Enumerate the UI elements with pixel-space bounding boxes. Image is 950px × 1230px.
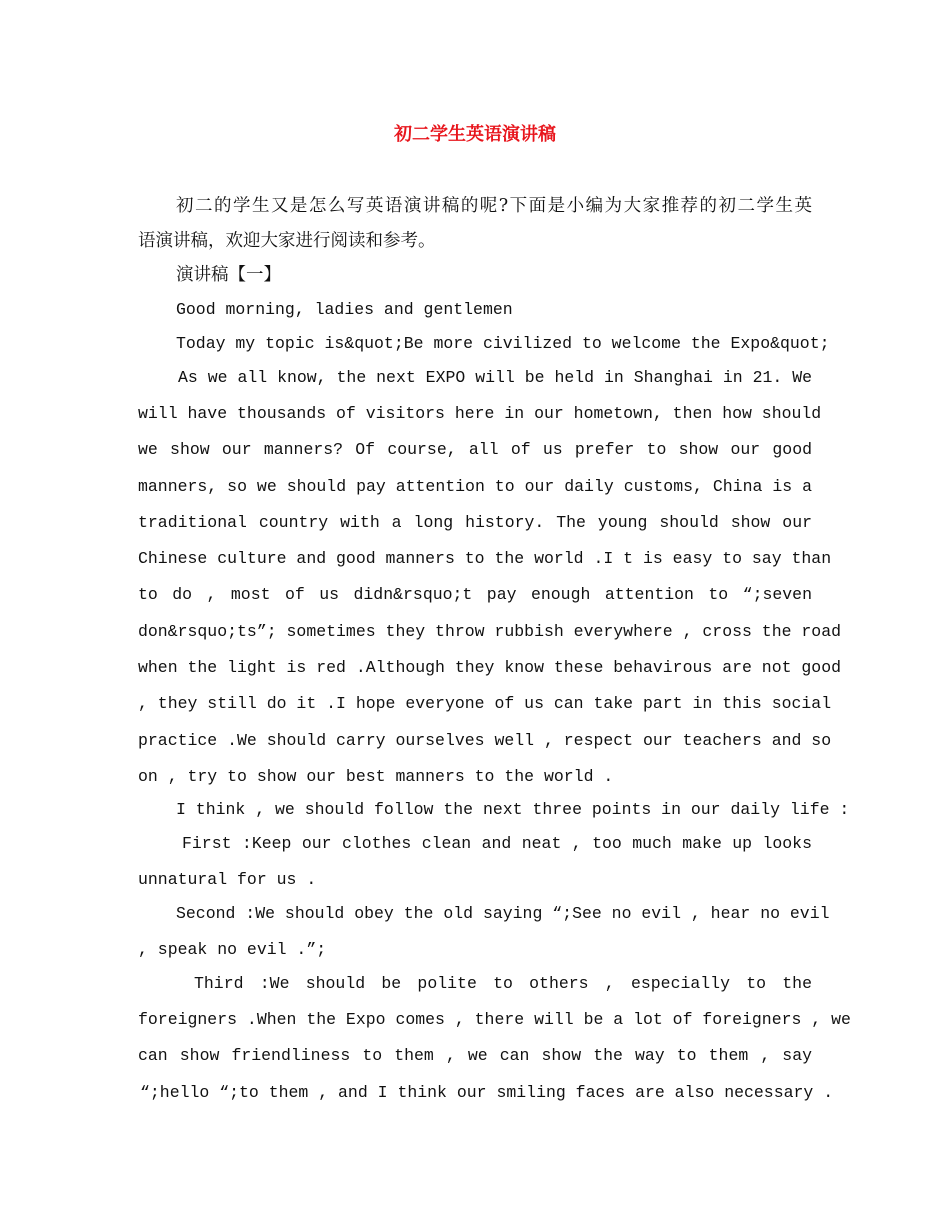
text-line: Good morning, ladies and gentlemen: [176, 300, 513, 319]
text-line: to do , most of us didn&rsquo;t pay enough attention to “;seven: [138, 585, 812, 604]
text-line: 语演讲稿，欢迎大家进行阅读和参考。: [138, 231, 436, 251]
text-line: don&rsquo;ts”; sometimes they throw rubbish everywhere , cross the road: [138, 622, 842, 641]
text-line: foreigners .When the Expo comes , there will be a lot of foreigners , we: [138, 1010, 851, 1029]
text-line: Today my topic is&quot;Be more civilized to welcome the Expo&quot;: [176, 334, 830, 353]
text-line: can show friendliness to them , we can show the way to them , say: [138, 1046, 812, 1065]
text-line: practice .We should carry ourselves well , respect our teachers and so: [138, 731, 832, 750]
text-line: we show our manners? Of course, all of us prefer to show our good: [138, 440, 812, 459]
text-line: on , try to show our best manners to the world .: [138, 767, 614, 786]
text-line: “;hello “;to them , and I think our smiling faces are also necessary .: [140, 1083, 834, 1102]
text-line: traditional country with a long history. The young should show our: [138, 513, 812, 532]
text-line: Second :We should obey the old saying “;See no evil , hear no evil: [176, 904, 830, 923]
text-line: I think , we should follow the next three points in our daily life :: [176, 800, 850, 819]
text-line: , speak no evil .”;: [138, 940, 327, 959]
document-title: 初二学生英语演讲稿: [394, 124, 556, 145]
text-line: will have thousands of visitors here in our hometown, then how should: [138, 404, 822, 423]
text-line: As we all know, the next EXPO will be held in Shanghai in 21. We: [178, 368, 812, 387]
text-line: , they still do it .I hope everyone of us can take part in this social: [138, 694, 832, 713]
text-line: First :Keep our clothes clean and neat , too much make up looks: [182, 834, 812, 853]
text-line: manners, so we should pay attention to our daily customs, China is a: [138, 477, 812, 496]
section-heading: 演讲稿【一】: [176, 265, 281, 285]
text-line: unnatural for us .: [138, 870, 317, 889]
text-line: Chinese culture and good manners to the world .I t is easy to say than: [138, 549, 832, 568]
text-line: 初二的学生又是怎么写英语演讲稿的呢?下面是小编为大家推荐的初二学生英: [176, 196, 812, 216]
text-line: Third :We should be polite to others , especially to the: [194, 974, 812, 993]
text-line: when the light is red .Although they know these behavirous are not good: [138, 658, 842, 677]
